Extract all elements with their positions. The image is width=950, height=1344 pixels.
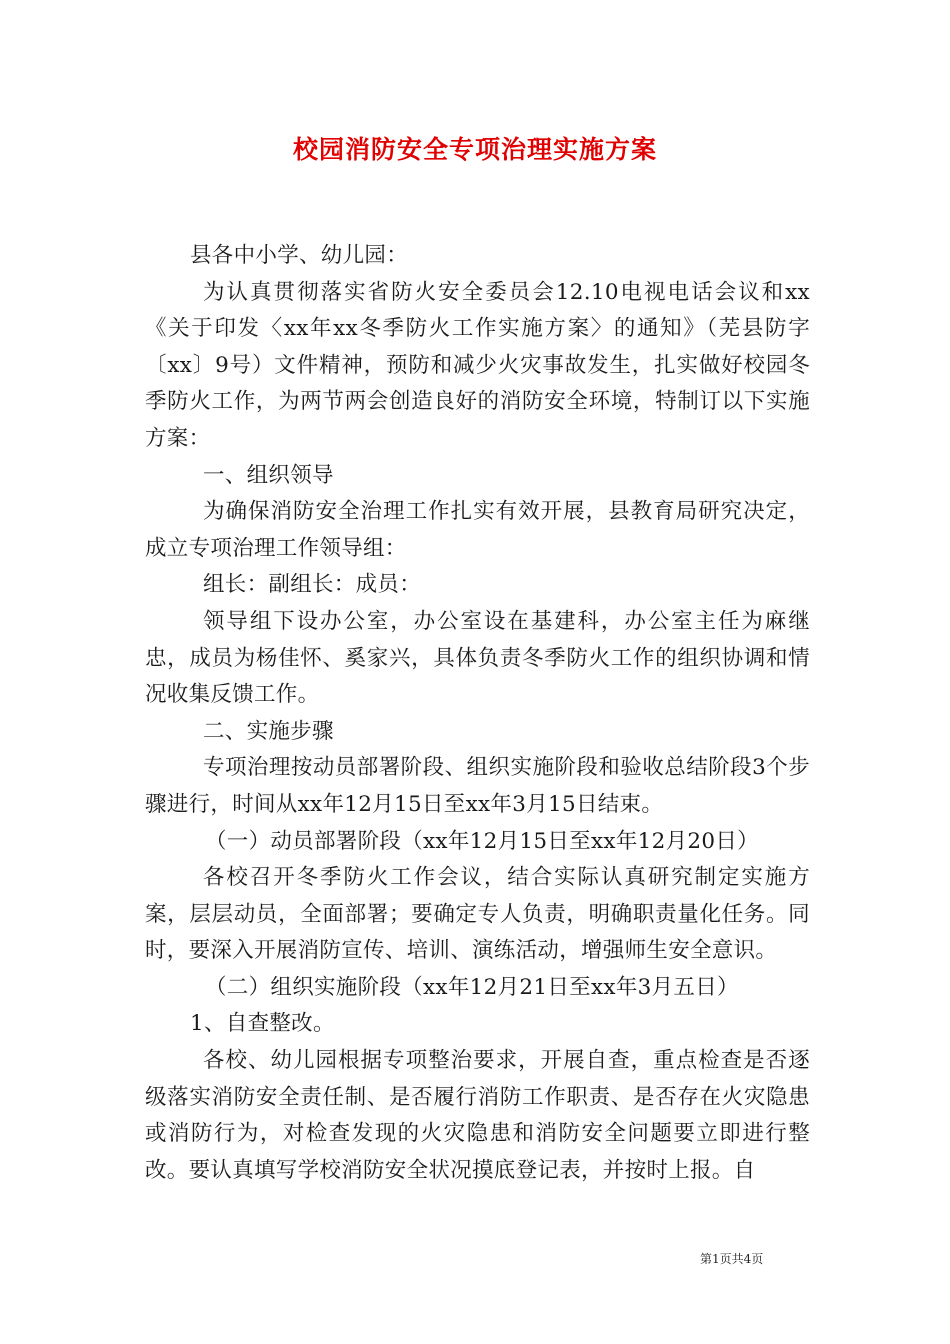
paragraph-leaders: 组长：副组长：成员： (203, 572, 422, 598)
paragraph-office: 领导组下设办公室，办公室设在基建科，办公室主任为麻继忠，成员为杨佳怀、奚家兴，具体负责冬季防火工作的组织协调和情况收集反馈工作。 (145, 608, 810, 708)
paragraph-intro: 为认真贯彻落实省防火安全委员会12.10电视电话会议和xx《关于印发〈xx年xx冬季防火工作实施方案〉的通知》（芜县防字〔xx〕9号）文件精神，预防和减少火灾事故发生，扎实做好校园冬季防火工作，为两节两会创造良好的消防安全环境，特制订以下实施方案： (145, 279, 810, 451)
document-title: 校园消防安全专项治理实施方案 (292, 135, 657, 164)
paragraph-organization: 为确保消防安全治理工作扎实有效开展，县教育局研究决定，成立专项治理工作领导组： (145, 499, 810, 561)
paragraph-self-inspection: 各校、幼儿园根据专项整治要求，开展自查，重点检查是否逐级落实消防安全责任制、是否履行消防工作职责、是否存在火灾隐患或消防行为，对检查发现的火灾隐患和消防安全问题要立即进行整改。要认真填写学校消防安全状况摸底登记表，并按时上报。自 (145, 1048, 810, 1183)
subheading-implementation: （二）组织实施阶段（xx年12月21日至xx年3月五日） (205, 974, 739, 1000)
page-indicator: 第1页共4页 (700, 1252, 764, 1266)
paragraph-steps: 专项治理按动员部署阶段、组织实施阶段和验收总结阶段3个步骤进行，时间从xx年12月15日至xx年3月15日结束。 (145, 755, 810, 817)
section-heading-organization: 一、组织领导 (203, 462, 334, 488)
document-body (145, 238, 810, 1189)
item-self-inspection: 1、自查整改。 (190, 1011, 335, 1037)
paragraph-mobilization: 各校召开冬季防火工作会议，结合实际认真研究制定实施方案，层层动员，全面部署；要确定专人负责，明确职责量化任务。同时，要深入开展消防宣传、培训、演练活动，增强师生安全意识。 (145, 865, 810, 964)
salutation: 县各中小学、幼儿园： (190, 243, 409, 268)
subheading-mobilization: （一）动员部署阶段（xx年12月15日至xx年12月20日） (205, 828, 759, 854)
section-heading-steps: 二、实施步骤 (203, 718, 334, 744)
